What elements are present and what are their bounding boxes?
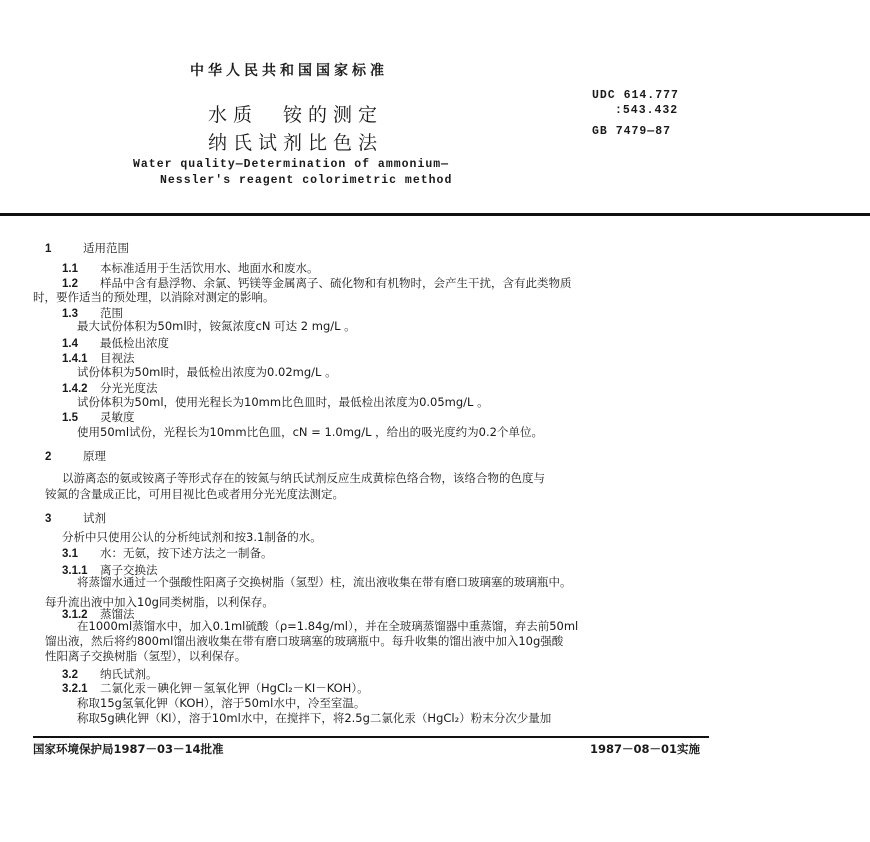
text-line [77,696,365,710]
text-line [62,471,545,485]
text-line [62,681,369,696]
clause-text: 灵敏度 [100,410,135,424]
clause-text: 性阳离子交换树脂（氢型），以利保存。 [45,649,247,663]
clause-number: 1.5 [62,412,78,424]
text-line [62,546,273,561]
text-line [45,449,106,464]
text-line [62,276,572,291]
clause-text: 称取5g碘化钾（KI），溶于10ml水中，在搅拌下，将2.5g二氯化汞（HgCl₂）粉末分次少量加 [77,711,552,725]
clause-text: 范围 [100,306,123,320]
clause-text: 馏出液，然后将约800ml馏出液收集在带有磨口玻璃塞的玻璃瓶中。每升收集的馏出液中加入10g强酸 [45,634,564,648]
clause-text: 目视法 [100,351,135,365]
effective-date: 1987－08－01实施 [590,742,701,756]
clause-number: 1.4 [62,338,78,350]
text-line [77,319,356,333]
text-line [45,241,129,256]
clause-text: 蒸馏法 [100,607,135,621]
clause-number: 1.1 [62,263,78,275]
clause-text: 原理 [83,449,106,463]
clause-text: 二氯化汞－碘化钾－氢氧化钾（HgCl₂－KI－KOH）。 [100,681,369,695]
header-rule [0,213,870,216]
text-line [62,530,322,544]
text-line [77,619,578,633]
clause-text: 每升流出液中加入10g同类树脂，以利保存。 [45,595,274,609]
text-line [77,425,543,439]
clause-number: 1.2 [62,278,78,290]
clause-text: 将蒸馏水通过一个强酸性阳离子交换树脂（氢型）柱，流出液收集在带有磨口玻璃塞的玻璃瓶中。 [77,575,572,589]
text-line [45,487,344,501]
clause-number: 2 [45,451,52,463]
text-line [45,634,563,648]
clause-number: 1 [45,243,52,255]
clause-text: 适用范围 [83,241,129,255]
udc-code: UDC 614.777 [592,89,679,102]
clause-number: 3.1.1 [62,565,88,577]
text-line [45,511,106,526]
text-line [62,410,135,425]
text-line [45,649,246,663]
title-line-1: 水质 铵的测定 [208,104,384,126]
approval-date: 国家环境保护局1987－03－14批准 [33,742,224,756]
clause-number: 3.2.1 [62,683,88,695]
clause-text: 在1000ml蒸馏水中，加入0.1ml硫酸（ρ=1.84g/ml），并在全玻璃蒸馏器中重蒸馏，弃去前50ml [77,619,579,633]
clause-text: 最大试份体积为50ml时，铵氮浓度cN 可达 2 mg/L 。 [77,319,356,333]
gb-number: GB 7479—87 [592,125,672,138]
title-line-2: 纳氏试剂比色法 [208,132,384,154]
clause-text: 试份体积为50ml，使用光程长为10mm比色皿时，最低检出浓度为0.05mg/L 。 [77,395,489,409]
clause-number: 1.4.1 [62,353,88,365]
clause-number: 3.1.2 [62,609,88,621]
clause-text: 铵氮的含量成正比，可用目视比色或者用分光光度法测定。 [45,487,344,501]
clause-number: 3.1 [62,548,78,560]
clause-text: 试份体积为50ml时，最低检出浓度为0.02mg/L 。 [77,365,337,379]
text-line [33,290,275,304]
clause-text: 本标准适用于生活饮用水、地面水和废水。 [100,261,319,275]
text-line [62,351,135,366]
clause-text: 使用50ml试份，光程长为10mm比色皿，cN = 1.0mg/L ，给出的吸光度约为0.2个单位。 [77,425,543,439]
text-line [77,365,337,379]
text-line [62,261,319,276]
footer-rule [33,736,709,738]
clause-number: 3.2 [62,669,78,681]
text-line [62,336,169,351]
english-title-2: Nessler's reagent colorimetric method [160,174,453,187]
english-title-1: Water quality—Determination of ammonium— [133,158,450,171]
clause-text: 样品中含有悬浮物、余氯、钙镁等金属离子、硫化物和有机物时，会产生干扰，含有此类物质 [100,276,572,290]
issuing-body: 中华人民共和国国家标准 [190,63,388,79]
text-line [62,667,158,682]
clause-text: 水：无氨，按下述方法之一制备。 [100,546,273,560]
clause-text: 离子交换法 [100,563,158,577]
clause-text: 以游离态的氨或铵离子等形式存在的铵氮与纳氏试剂反应生成黄棕色络合物，该络合物的色度与 [62,471,545,485]
clause-text: 分析中只使用公认的分析纯试剂和按3.1制备的水。 [62,530,322,544]
clause-text: 分光光度法 [100,381,158,395]
text-line [62,381,158,396]
clause-text: 时，要作适当的预处理，以消除对测定的影响。 [33,290,275,304]
clause-text: 纳氏试剂。 [100,667,158,681]
text-line [77,575,572,589]
text-line [77,711,551,725]
clause-number: 1.3 [62,308,78,320]
clause-text: 试剂 [83,511,106,525]
clause-number: 3 [45,513,52,525]
text-line [77,395,489,409]
clause-text: 最低检出浓度 [100,336,169,350]
clause-number: 1.4.2 [62,383,88,395]
udc-code-2: :543.432 [615,104,679,117]
clause-text: 称取15g氢氧化钾（KOH），溶于50ml水中，冷至室温。 [77,696,366,710]
